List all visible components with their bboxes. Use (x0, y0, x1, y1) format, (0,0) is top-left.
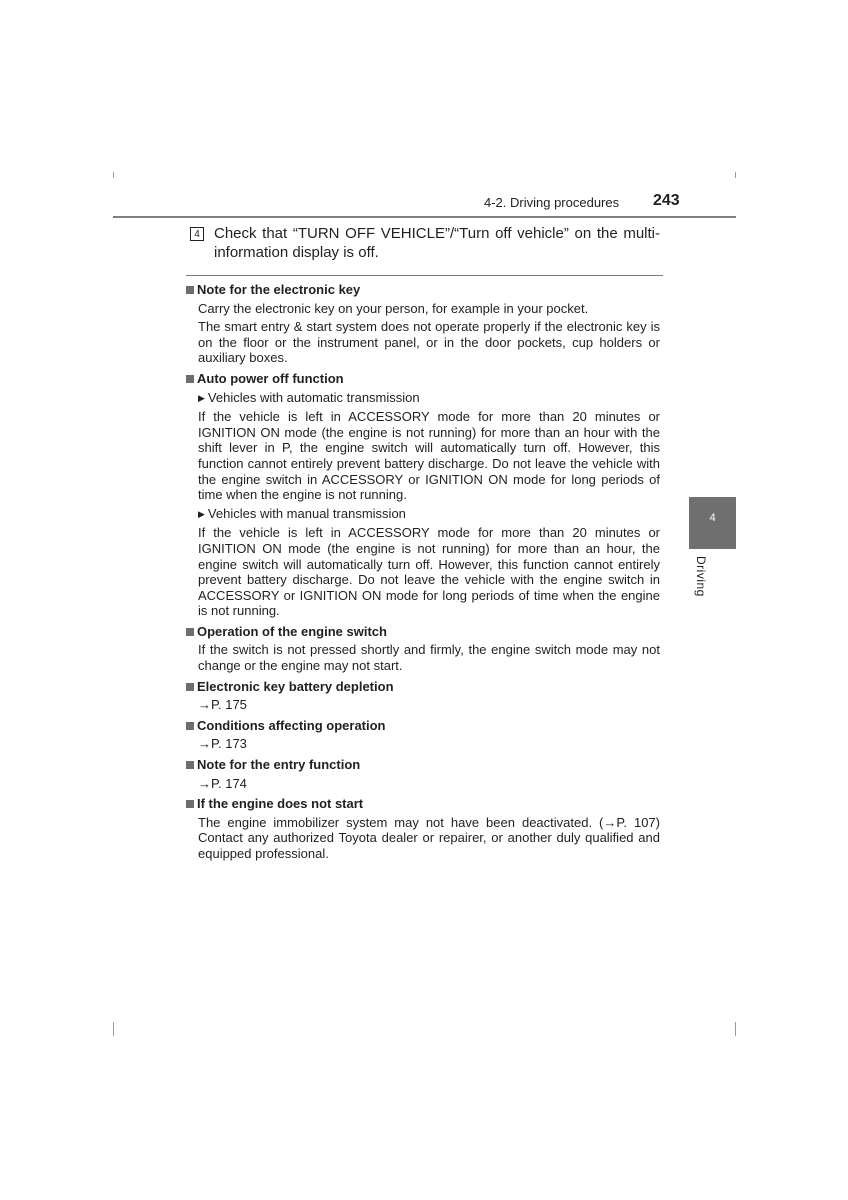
note-subheading: Vehicles with manual transmission (207, 505, 406, 521)
note-heading: Conditions affecting operation (197, 717, 386, 733)
triangle-bullet-icon: ▶ (198, 392, 205, 403)
step-item (190, 224, 660, 262)
note-subheading: Vehicles with automatic transmission (207, 389, 420, 405)
note-heading: Note for the electronic key (197, 282, 361, 297)
note-heading: Electronic key battery depletion (197, 678, 394, 694)
note-entry-function (186, 756, 660, 791)
square-bullet-icon (186, 722, 194, 730)
square-bullet-icon (186, 375, 194, 383)
note-paragraph: If the vehicle is left in ACCESSORY mode for more than 20 minutes or IGNITION ON mode (the engine is not running) for more than an hour with the shift lever in P, the engine switch will automatically turn off. However, this function cannot entirely prevent battery discharge. Do not leave the vehicle with the engine switch in ACCESSORY or IGNITION ON mode for long periods of time when the engine is not running. (198, 409, 660, 503)
note-paragraph: The engine immobilizer system may not have been deactivated. (→P. 107) Contact any authorized Toyota dealer or repairer, or another duly qualified and equipped professional. (198, 814, 660, 861)
page-reference-link[interactable]: →P. 175 (198, 697, 247, 713)
note-electronic-key (186, 281, 660, 366)
triangle-bullet-icon: ▶ (198, 508, 205, 519)
square-bullet-icon (186, 286, 194, 294)
note-engine-switch (186, 623, 660, 674)
crop-mark-top-right (735, 172, 736, 178)
page-reference-link[interactable]: →P. 173 (198, 736, 247, 752)
note-heading: If the engine does not start (197, 796, 364, 812)
step-text: Check that “TURN OFF VEHICLE”/“Turn off vehicle” on the multi-information display is off. (214, 225, 660, 261)
note-engine-not-start (186, 795, 660, 861)
note-heading: Note for the entry function (197, 757, 361, 773)
note-auto-power-off (186, 370, 660, 619)
crop-mark-top-left (113, 172, 114, 178)
header-rule (113, 216, 736, 218)
section-title: 4-2. Driving procedures (484, 195, 620, 210)
page-number: 243 (653, 192, 680, 209)
square-bullet-icon (186, 800, 194, 808)
square-bullet-icon (186, 683, 194, 691)
square-bullet-icon (186, 628, 194, 636)
note-paragraph: The smart entry & start system does not operate properly if the electronic key is on the floor or the instrument panel, or in the door pockets, cup holders or auxiliary boxes. (198, 319, 660, 366)
notes-section (186, 281, 660, 866)
chapter-tab-label: Driving (694, 556, 708, 597)
square-bullet-icon (186, 761, 194, 769)
note-key-battery (186, 678, 660, 713)
chapter-tab: 4 (689, 497, 736, 549)
note-conditions (186, 717, 660, 752)
note-paragraph: If the vehicle is left in ACCESSORY mode for more than 20 minutes or IGNITION ON mode (the engine is not running) for more than an hour, the engine switch will automatically turn off. However, this function cannot entirely prevent battery discharge. Do not leave the vehicle with the engine switch in ACCESSORY or IGNITION ON mode for long periods of time when the engine is not running. (198, 525, 660, 619)
note-paragraph: If the switch is not pressed shortly and firmly, the engine switch mode may not change or the engine may not start. (198, 642, 660, 674)
note-heading: Auto power off function (197, 370, 344, 386)
crop-mark-bottom-right (735, 1022, 736, 1036)
crop-mark-bottom-left (113, 1022, 114, 1036)
note-paragraph: Carry the electronic key on your person, for example in your pocket. (198, 300, 589, 316)
step-number-box: 4 (190, 227, 204, 241)
note-heading: Operation of the engine switch (197, 623, 387, 639)
page-reference-link[interactable]: →P. 174 (198, 775, 247, 791)
notes-divider (186, 275, 663, 276)
